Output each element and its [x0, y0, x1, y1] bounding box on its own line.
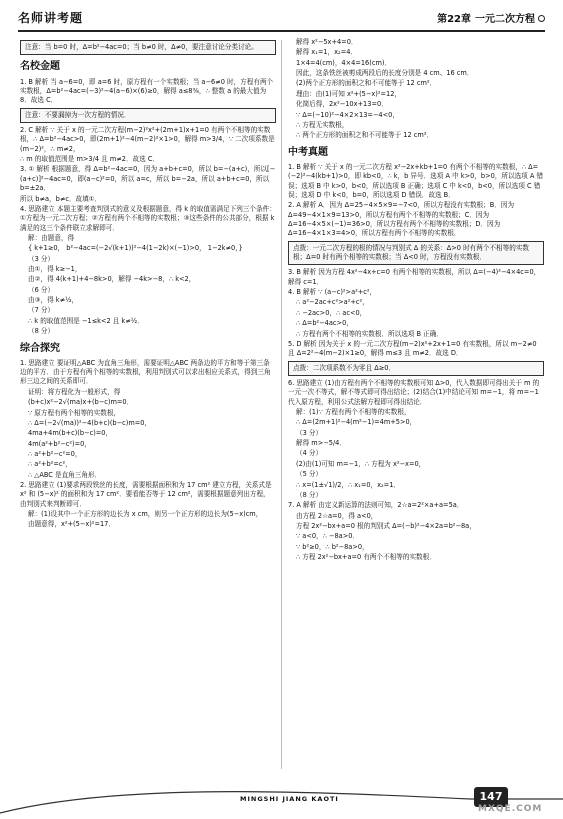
- solution-line: 方程 2x²−bx+a=0 根的判别式 Δ=(−b)²−4×2a=b²−8a，: [296, 522, 476, 530]
- solution-line: ∴ a²−2ac+c²>a²+c²，: [296, 298, 369, 307]
- answer-paragraph: 3. B 解析 因为方程 4x²−4x+c=0 有两个相等的实数根，所以 Δ=(−4)²−4×4c=0，解得 c=1．: [288, 268, 541, 286]
- solution-line: ∴ a²+b²−c²=0，: [28, 449, 82, 458]
- answer-paragraph: 4. B 解析 ∵ (a−c)²>a²+c²，: [288, 288, 377, 297]
- score-line: （8 分）: [296, 490, 323, 499]
- solution-line: 由②，得 4(k+1)+4−8k>0，解得 −4k>−8，∴ k<2，: [28, 275, 196, 284]
- score-line: （3 分）: [28, 254, 55, 263]
- solution-line: ∴ Δ=(2m+1)²−4(m²−1)=4m+5>0，: [296, 418, 417, 427]
- solution-line: 由①，得 k≥−1，: [28, 265, 82, 274]
- solution-line: 理由：由(1)可知 x²+(5−x)²=12，: [296, 89, 401, 98]
- note-box: 注意：当 b=0 时，Δ=b²−4ac=0；当 b≠0 时，Δ≠0，要注意讨论分类讨论。: [20, 40, 276, 55]
- solution-line: 因此，这条铁丝被剪成两段后的长度分别是 4 cm、16 cm．: [296, 69, 474, 78]
- column-divider: [281, 40, 282, 769]
- score-line: （3 分）: [296, 428, 323, 437]
- solution-line: 1×4=4(cm)，4×4=16(cm)．: [296, 58, 392, 67]
- answer-paragraph: 3. ① 解析 根据题意，得 Δ=b²−4ac=0，因为 a+b+c=0，所以 b=−(a+c)，所以[−(a+c)]²−4ac=0，即(a−c)²=0，所以 a=c，所以 b=−2a，所以 a+b+c=0，所以 b=±2a．: [20, 165, 276, 193]
- answer-paragraph: 5. D 解析 因为关于 x 的一元二次方程(m−2)x²+2x+1=0 有实数根，所以 m−2≠0 且 Δ=2²−4(m−2)×1≥0，解得 m≤3 且 m≠2．故选 D．: [288, 339, 537, 358]
- answer-paragraph: 所以 b≠a，b≠c．故填①．: [20, 194, 102, 203]
- chapter-heading: [437, 13, 545, 27]
- page-header: [18, 12, 545, 32]
- answer-paragraph: 2. 思路建立 (1)要求两段铁丝的长度，需要根据面积和为 17 cm² 建立方程，关系式是 x² 和 (5−x)² 的面积和为 17 cm²．要看能否等于 12 cm²，需要根据题意列出方程，由判别式来判断即可．: [20, 481, 272, 508]
- answer-paragraph: 2. C 解析 ∵ 关于 x 的一元二次方程(m−2)²x²+(2m+1)x+1=0 有两个不相等的实数根，∴ Δ=b²−4ac>0，即(2m+1)²−4(m−2)²×1>0，解得 m>3/4，∵ 二次项系数是(m−2)²，∴ m≠2，: [20, 125, 275, 153]
- solution-line: (b+c)x²−2√(ma)x+(b−c)m=0．: [28, 398, 134, 407]
- chapter-title: 一元二次方程: [475, 13, 535, 25]
- solution-line: ∴ Δ=(−2√(ma))²−4(b+c)(b−c)m=0，: [28, 418, 152, 427]
- footer-series-name: MINGSHI JIANG KAOTI: [240, 795, 339, 803]
- book-brand: 名师讲考题: [18, 10, 84, 25]
- solution-line: 证明：将方程化为一般形式，得: [28, 387, 121, 396]
- section-heading: 中考真题: [288, 146, 328, 158]
- answer-paragraph: 6. 思路建立 (1)由方程有两个不相等的实数根可知 Δ>0，代入数据即可得出关于 m 的一元一次不等式，解不等式即可得出结论；(2)结合(1)中结论可知 m=−1，将 m=−1 代入原方程，利用公式法解方程即可得出结论．: [288, 378, 540, 406]
- answer-paragraph: 4. 思路建立 本题主要考查判别式的意义及根据题意，得 k 的取值需满足下列三个条件：①方程为一元二次方程；②方程有两个不相等的实数根；③这些条件的公共部分，根据 k 满足的这三个条件联立求解即可．: [20, 204, 276, 232]
- score-line: （8 分）: [28, 327, 55, 336]
- solution-line: 解：由题意，得: [28, 233, 75, 242]
- right-column: [288, 38, 544, 771]
- solution-line: ∴ x=(1±√1)/2，∴ x₁=0，x₂=1．: [296, 480, 400, 489]
- solution-line: 4ma+4m(b+c)(b−c)=0，: [28, 429, 113, 438]
- answer-paragraph: 2. A 解析 A．因为 Δ=25−4×5×9=−7<0，所以方程没有实数根；B．因为 Δ=49−4×1×9=13>0，所以方程有两个不相等的实数根；C．因为 Δ=16−4×5×(−1)=36>0，所以方程有两个不相等的实数根；D．因为 Δ=16−4×1×3=4>0，所以方程有两个不相等的实数根．: [288, 201, 515, 238]
- solution-line: 解：(1)∵ 方程有两个不相等的实数根，: [296, 408, 411, 417]
- solution-line: 解：(1)设其中一个正方形的边长为 x cm，则另一个正方形的边长为(5−x)cm，: [28, 510, 263, 519]
- solution-line: ∴ △ABC 是直角三角形．: [28, 470, 102, 479]
- solution-line: ∴ a²+b²=c²，: [28, 460, 72, 469]
- tip-box: 点拨：二次项系数不为零且 Δ≥0．: [288, 361, 544, 376]
- answer-paragraph: 1. B 解析 ∵ 关于 x 的一元二次方程 x²−2x+kb+1=0 有两个不相等的实数根，∴ Δ=(−2)²−4(kb+1)>0，即 kb<0，∴ k，b 异号．选项 A 中 k>0，b>0，所以选项 A 错误；选项 B 中 k>0，b<0，所以选项 B 正确；选项 C 中 k<0，b<0，所以选项 C 错误；选项 D 中 k<0，b=0，所以选项 D 错误．故选 B．: [288, 162, 544, 199]
- solution-line: ∵ b²≥0，∴ b²−8a>0，: [296, 542, 369, 551]
- score-line: （7 分）: [28, 306, 55, 315]
- solution-line: ∵ a<0，∴ −8a>0．: [296, 532, 360, 541]
- score-line: （5 分）: [296, 470, 323, 479]
- solution-line: 解得 m>−5/4．: [296, 439, 346, 448]
- solution-line: 解得 x²−5x+4=0．: [296, 38, 358, 46]
- chapter-number: 第22章: [437, 13, 471, 25]
- circle-icon: [538, 15, 545, 22]
- answer-paragraph: 7. A 解析 由定义新运算的法则可知，2☆a=2²×a+a=5a．: [288, 501, 464, 510]
- solution-line: ∴ −2ac>0，∴ ac<0，: [296, 308, 367, 317]
- tip-box: 点拨：一元二次方程的根的情况与判别式 Δ 的关系：Δ>0 时有两个不相等的实数根；Δ=0 时有两个相等的实数根；当 Δ<0 时，方程没有实数根．: [288, 241, 544, 266]
- solution-line: ∴ 两个正方形的面积之和不可能等于 12 cm²．: [296, 131, 434, 140]
- page-footer: [0, 773, 563, 819]
- solution-line: ∴ Δ=b²−4ac>0，: [296, 319, 353, 328]
- solution-line: 由方程 2☆a=0，得 a<0，: [296, 511, 378, 520]
- solution-line: ∴ 方程有两个不相等的实数根．所以选项 B 正确．: [296, 329, 443, 338]
- solution-line: 化简后得，2x²−10x+13=0．: [296, 100, 388, 109]
- solution-line: { k+1≥0， b²−4ac=(−2√(k+1))²−4(1−2k)×(−1)>0， 1−2k≠0，}: [28, 244, 243, 253]
- solution-line: (2)由(1)可知 m=−1，∴ 方程为 x²−x=0，: [296, 459, 426, 468]
- section-heading: 综合探究: [20, 342, 60, 354]
- note-box: 注意：不要漏掉为一次方程的情况．: [20, 108, 276, 123]
- score-line: （6 分）: [28, 285, 55, 294]
- answer-paragraph: 1. 思路建立 要证明△ABC 为直角三角形，需要证明△ABC 两条边的平方和等于第三条边的平方．由于方程有两个相等的实数根，利用判别式可以求出相应关系式，得到三角形三边之间的关系即可．: [20, 358, 271, 386]
- solution-line: 4m(a²+b²−c²)=0，: [28, 439, 91, 448]
- solution-line: 由题意得，x²+(5−x)²=17．: [28, 520, 115, 529]
- solution-line: ∴ 方程无实数根，: [296, 120, 349, 129]
- watermark-logo: MXQE.COM: [478, 804, 543, 814]
- solution-line: ∵ Δ=(−10)²−4×2×13=−4<0，: [296, 110, 399, 119]
- answer-paragraph: 1. B 解析 当 a−6=0，即 a=6 时，原方程有一个实数根；当 a−6≠0 时，方程有两个实数根，Δ=b²−4ac=(−3)²−4(a−6)×(6)≥0，解得 a≤8⅜，∴ 整数 a 的最大值为 8．故选 C．: [20, 77, 274, 105]
- solution-line: ∵ 原方程有两个相等的实数根，: [28, 408, 121, 417]
- solution-line: ∴ k 的取值范围是 −1≤k<2 且 k≠½．: [28, 316, 144, 325]
- left-column: [20, 38, 276, 771]
- score-line: （4 分）: [296, 449, 323, 458]
- section-heading: 名校金题: [20, 61, 60, 73]
- solution-line: ∴ 方程 2x²−bx+a=0 有两个不相等的实数根．: [296, 553, 436, 562]
- page-number: 147: [474, 787, 508, 807]
- answer-paragraph: ∴ m 的取值范围是 m>3/4 且 m≠2．故选 C．: [20, 155, 160, 164]
- solution-line: 由③，得 k≠½，: [28, 296, 79, 305]
- solution-line: (2)两个正方形的面积之和不可能等于 12 cm²．: [296, 79, 437, 88]
- solution-line: 解得 x₁=1，x₂=4．: [296, 48, 358, 57]
